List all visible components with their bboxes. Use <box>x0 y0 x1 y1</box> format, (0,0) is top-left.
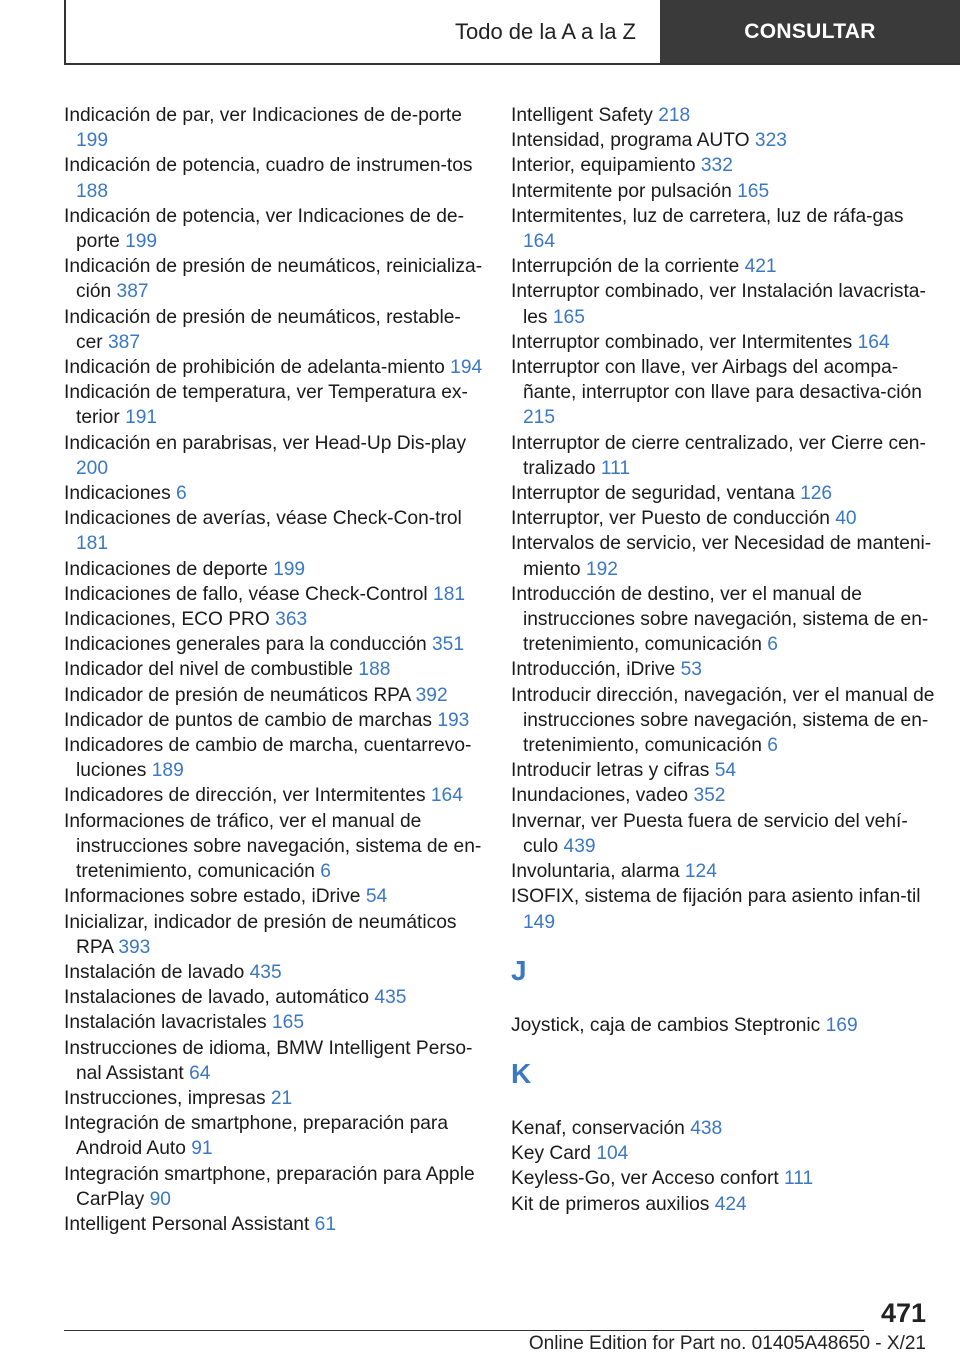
entry-term: Intelligent Personal Assistant <box>64 1213 310 1235</box>
index-entry <box>511 1192 936 1217</box>
index-entry <box>511 481 936 506</box>
entry-page-link[interactable]: 215 <box>523 407 556 429</box>
entry-page-link[interactable]: 164 <box>430 785 463 807</box>
entry-term: Indicación de par, ver Indicaciones de de-porte <box>64 105 462 126</box>
index-entry <box>511 103 936 128</box>
entry-term: Instrucciones de idioma, BMW Intelligent Perso-nal Assistant <box>64 1037 473 1084</box>
entry-page-link[interactable]: 323 <box>754 130 787 152</box>
index-entry <box>64 355 484 380</box>
index-entry <box>64 481 484 506</box>
index-entry <box>511 758 936 783</box>
header-rule <box>64 63 960 65</box>
entry-term: Interrupción de la corriente <box>511 256 740 278</box>
index-entry <box>511 355 936 431</box>
index-column-right <box>511 103 936 1217</box>
index-entry <box>64 884 484 909</box>
entry-term: Indicaciones de averías, véase Check-Con-trol <box>64 508 462 530</box>
entry-term: Introducción, iDrive <box>511 659 676 681</box>
entry-page-link[interactable]: 363 <box>275 609 308 631</box>
entry-term: Interruptor combinado, ver Intermitentes <box>511 331 853 353</box>
entry-term: Indicaciones generales para la conducción <box>64 634 427 656</box>
index-entry <box>511 1116 936 1141</box>
entry-page-link[interactable]: 332 <box>700 155 733 177</box>
entry-term: Instalación de lavado <box>64 961 245 983</box>
index-entry <box>64 1111 484 1161</box>
entry-term: Instalación lavacristales <box>64 1012 267 1034</box>
entry-page-link[interactable]: 194 <box>450 357 483 379</box>
entry-term: Indicaciones, ECO PRO <box>64 609 270 631</box>
index-entry <box>511 531 936 581</box>
entry-term: Indicaciones de deporte <box>64 558 268 580</box>
entry-page-link[interactable]: 53 <box>680 659 702 681</box>
entry-page-link[interactable]: 199 <box>273 558 306 580</box>
entry-page-link[interactable]: 393 <box>118 936 151 958</box>
entry-page-link[interactable]: 90 <box>149 1188 171 1210</box>
entry-page-link[interactable]: 218 <box>658 105 691 126</box>
entry-term: Introducción de destino, ver el manual de instrucciones sobre navegación, sistema de en-tretenimiento, comunicación <box>511 583 929 656</box>
entry-page-link[interactable]: 126 <box>800 483 833 505</box>
entry-page-link[interactable]: 40 <box>835 508 857 530</box>
entry-page-link[interactable]: 438 <box>690 1117 723 1139</box>
entry-page-link[interactable]: 188 <box>76 180 109 202</box>
entry-term: Involuntaria, alarma <box>511 861 680 883</box>
index-entry <box>511 582 936 658</box>
entry-term: Introducir letras y cifras <box>511 760 710 782</box>
entry-page-link[interactable]: 424 <box>714 1193 747 1215</box>
entry-term: Instrucciones, impresas <box>64 1087 266 1109</box>
index-entry <box>511 657 936 682</box>
entry-page-link[interactable]: 164 <box>857 331 890 353</box>
index-entry <box>64 910 484 960</box>
entry-term: Indicador de presión de neumáticos RPA <box>64 684 411 706</box>
entry-term: Intensidad, programa AUTO <box>511 130 750 152</box>
entry-term: Joystick, caja de cambios Steptronic <box>511 1014 821 1036</box>
index-entry <box>511 783 936 808</box>
index-entry <box>511 884 936 934</box>
entry-page-link[interactable]: 104 <box>596 1143 629 1165</box>
index-entry <box>511 279 936 329</box>
index-entry <box>511 683 936 759</box>
index-entry <box>64 708 484 733</box>
index-entry <box>64 204 484 254</box>
index-entry <box>511 254 936 279</box>
entry-term: Intermitente por pulsación <box>511 180 732 202</box>
entry-page-link[interactable]: 6 <box>320 861 331 883</box>
index-entries-j <box>511 1013 936 1038</box>
entry-page-link[interactable]: 64 <box>189 1062 211 1084</box>
entry-term: Indicación de presión de neumáticos, restable-cer <box>64 306 461 353</box>
tab-consultar[interactable]: CONSULTAR <box>660 0 960 63</box>
entry-page-link[interactable]: 54 <box>365 886 388 908</box>
entry-page-link[interactable]: 351 <box>432 634 465 656</box>
entry-term: Intermitentes, luz de carretera, luz de ráfa-gas <box>511 205 904 227</box>
index-letter-k: K <box>511 1057 532 1089</box>
entry-term: Interruptor de seguridad, ventana <box>511 483 795 505</box>
entry-page-link[interactable]: 149 <box>523 911 556 933</box>
index-column-left <box>64 103 484 1237</box>
entry-page-link[interactable]: 165 <box>737 180 770 202</box>
entry-page-link[interactable]: 6 <box>767 735 778 757</box>
index-entries-k <box>511 1116 936 1217</box>
index-entry <box>64 380 484 430</box>
index-entry <box>64 1086 484 1111</box>
entry-term: Interruptor con llave, ver Airbags del acompa-ñante, interruptor con llave para desactiva-ción <box>511 357 922 404</box>
entry-term: Kenaf, conservación <box>511 1117 685 1139</box>
entry-page-link[interactable]: 165 <box>552 306 585 328</box>
entry-term: Informaciones de tráfico, ver el manual de instrucciones sobre navegación, sistema de en-tretenimiento, comunicación <box>64 810 482 883</box>
entry-term: Indicaciones <box>64 483 171 505</box>
entry-term: Interior, equipamiento <box>511 155 696 177</box>
entry-term: Indicadores de dirección, ver Intermitentes <box>64 785 426 807</box>
entry-term: Indicador de puntos de cambio de marchas <box>64 709 432 731</box>
index-entry <box>64 582 484 607</box>
index-entry <box>511 128 936 153</box>
page-number: 471 <box>880 1298 926 1328</box>
entry-page-link[interactable]: 435 <box>249 961 282 983</box>
entry-page-link[interactable]: 111 <box>600 457 631 479</box>
entry-page-link[interactable]: 435 <box>374 987 407 1009</box>
index-entry <box>511 1013 936 1038</box>
footer-edition: Online Edition for Part no. 01405A48650 - X/21 <box>528 1333 926 1354</box>
entry-page-link[interactable]: 181 <box>76 533 109 555</box>
entry-page-link[interactable]: 191 <box>125 407 158 429</box>
index-entry <box>64 506 484 556</box>
index-entry <box>64 985 484 1010</box>
index-entry <box>64 960 484 985</box>
entry-term: Interruptor de cierre centralizado, ver Cierre cen-tralizado <box>511 432 926 479</box>
entry-term: Indicaciones de fallo, véase Check-Control <box>64 583 428 605</box>
entry-term: Inundaciones, vadeo <box>511 785 689 807</box>
entry-page-link[interactable]: 189 <box>151 760 184 782</box>
entry-page-link[interactable]: 188 <box>358 659 391 681</box>
entry-page-link[interactable]: 200 <box>76 457 109 479</box>
entry-page-link[interactable]: 111 <box>784 1168 814 1190</box>
entry-term: Interruptor, ver Puesto de conducción <box>511 508 830 530</box>
entry-term: ISOFIX, sistema de fijación para asiento infan-til <box>511 886 921 908</box>
index-entry <box>64 431 484 481</box>
entry-page-link[interactable]: 192 <box>585 558 618 580</box>
entry-term: Indicación en parabrisas, ver Head-Up Dis-play <box>64 432 467 454</box>
index-entry <box>511 204 936 254</box>
index-entry <box>511 859 936 884</box>
entry-term: Informaciones sobre estado, iDrive <box>64 886 361 908</box>
index-entry <box>64 683 484 708</box>
index-entry <box>64 809 484 885</box>
index-entry <box>64 1010 484 1035</box>
index-entry <box>511 179 936 204</box>
entry-page-link[interactable]: 387 <box>108 331 141 353</box>
entry-term: Kit de primeros auxilios <box>511 1193 710 1215</box>
entry-term: Introducir dirección, navegación, ver el manual de instrucciones sobre navegación, sistema de en-tretenimiento, comunicación <box>511 684 935 757</box>
index-entry <box>64 783 484 808</box>
index-entry <box>511 1141 936 1166</box>
index-entry <box>64 657 484 682</box>
index-entry <box>64 153 484 203</box>
footer-rule <box>64 1330 864 1331</box>
entry-term: Interruptor combinado, ver Instalación lavacrista-les <box>511 281 926 328</box>
entry-page-link[interactable]: 6 <box>176 483 187 505</box>
entry-term: Integración de smartphone, preparación para Android Auto <box>64 1113 448 1160</box>
entry-term: Indicación de potencia, cuadro de instrumen-tos <box>64 155 473 177</box>
index-entry <box>511 506 936 531</box>
index-entry <box>64 1162 484 1212</box>
entry-term: Indicación de temperatura, ver Temperatura ex-terior <box>64 382 468 429</box>
entry-page-link[interactable]: 169 <box>825 1014 858 1036</box>
index-entry <box>64 305 484 355</box>
entry-term: Key Card <box>511 1143 591 1165</box>
entry-page-link[interactable]: 392 <box>415 684 448 706</box>
entry-term: Instalaciones de lavado, automático <box>64 987 370 1009</box>
index-letter-j: J <box>511 954 527 986</box>
index-entries-i <box>511 103 936 935</box>
entry-page-link[interactable]: 21 <box>270 1087 293 1109</box>
index-entry <box>64 254 484 304</box>
entry-page-link[interactable]: 181 <box>433 583 466 605</box>
entry-page-link[interactable]: 439 <box>563 835 596 857</box>
entry-page-link[interactable]: 165 <box>271 1012 304 1034</box>
index-entry <box>511 1166 936 1191</box>
index-entry <box>64 103 484 153</box>
entry-term: Intelligent Safety <box>511 105 653 126</box>
index-entry <box>511 431 936 481</box>
section-title: Todo de la A a la Z <box>454 18 636 44</box>
entry-term: Indicación de presión de neumáticos, reinicializa-ción <box>64 256 483 303</box>
index-entry <box>64 557 484 582</box>
index-entry <box>511 330 936 355</box>
index-entry <box>64 733 484 783</box>
entry-term: Keyless-Go, ver Acceso confort <box>511 1168 779 1190</box>
index-entry <box>511 153 936 178</box>
entry-page-link[interactable]: 164 <box>523 231 556 253</box>
entry-page-link[interactable]: 61 <box>314 1213 337 1235</box>
entry-term: Indicadores de cambio de marcha, cuentarrevo-luciones <box>64 735 472 782</box>
entry-term: Intervalos de servicio, ver Necesidad de manteni-miento <box>511 533 932 580</box>
entry-page-link[interactable]: 421 <box>744 256 777 278</box>
entry-term: Indicador del nivel de combustible <box>64 659 354 681</box>
entry-page-link[interactable]: 54 <box>714 760 737 782</box>
entry-page-link[interactable]: 199 <box>76 130 109 152</box>
index-entry <box>64 1036 484 1086</box>
entry-page-link[interactable]: 124 <box>684 861 717 883</box>
entry-term: Integración smartphone, preparación para Apple CarPlay <box>64 1163 475 1210</box>
entry-page-link[interactable]: 6 <box>767 634 778 656</box>
entry-page-link[interactable]: 199 <box>125 231 158 253</box>
entry-term: Inicializar, indicador de presión de neumáticos RPA <box>64 911 457 958</box>
index-entry <box>64 632 484 657</box>
entry-page-link[interactable]: 387 <box>116 281 149 303</box>
entry-page-link[interactable]: 91 <box>191 1138 213 1160</box>
entry-term: Indicación de prohibición de adelanta-miento <box>64 357 445 379</box>
entry-term: Invernar, ver Puesta fuera de servicio del vehí-culo <box>511 810 908 857</box>
entry-page-link[interactable]: 352 <box>693 785 726 807</box>
index-entry <box>511 809 936 859</box>
index-entry <box>64 607 484 632</box>
index-entry <box>64 1212 484 1237</box>
entry-term: Indicación de potencia, ver Indicaciones de de-porte <box>64 205 464 253</box>
entry-page-link[interactable]: 193 <box>437 709 470 731</box>
